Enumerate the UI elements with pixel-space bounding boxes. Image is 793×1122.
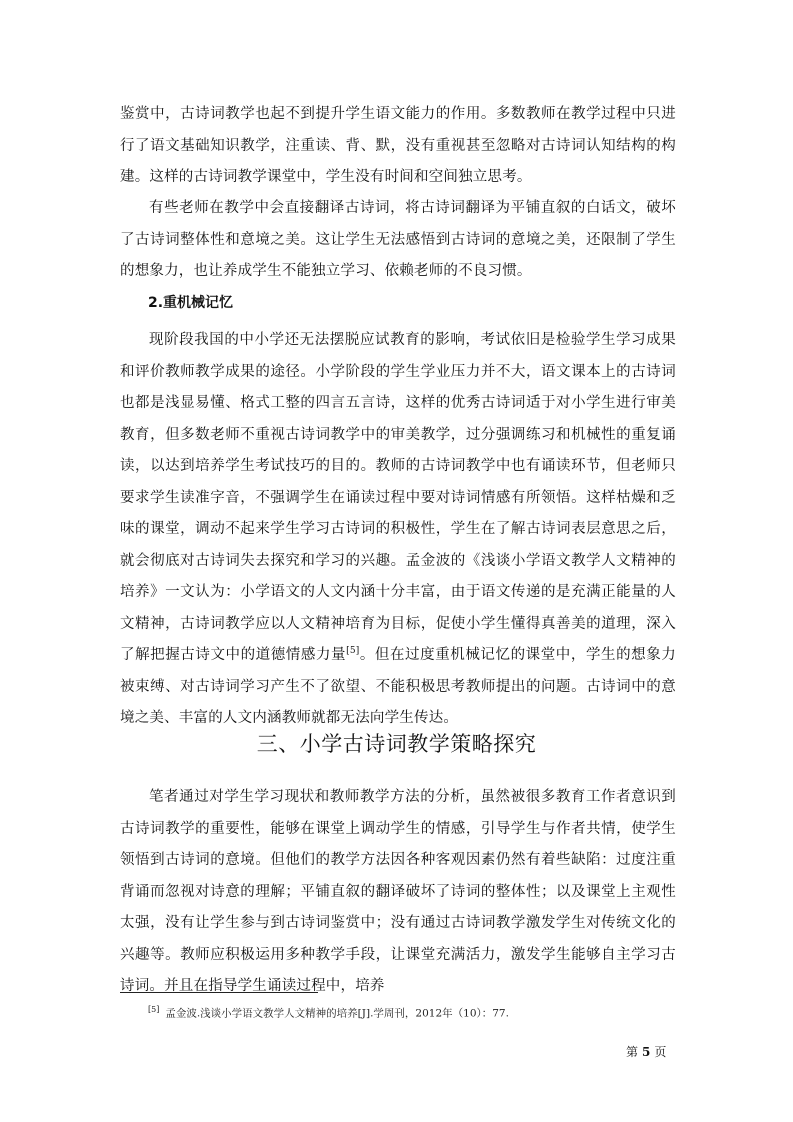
footnote-mark: [5] [148,1005,160,1014]
subheading: 2.重机械记忆 [148,295,234,311]
paragraph-1: 鉴赏中，古诗词教学也起不到提升学生语文能力的作用。多数教师在教学过程中只进行了语文基础知识教学，注重读、背、默，没有重视甚至忽略对古诗词认知结构的构建。这样的古诗词教学课堂中，学生没有时间和空间独立思考。 [120,106,676,185]
paragraph-3 [120,325,676,735]
paragraph-2: 有些老师在教学中会直接翻译古诗词，将古诗词翻译为平铺直叙的白话文，破坏了古诗词整体性和意境之美。这让学生无法感悟到古诗词的意境之美，还限制了学生的想象力，也让养成学生不能独立学习、依赖老师的不良习惯。 [120,200,676,279]
page-number-prefix: 第 [626,1045,639,1059]
paragraph-3-text-cont: 。但在过度重机械记忆的课堂中，学生的想象力被束缚、对古诗词学习产生不了欲望、不能积极思考教师提出的问题。古诗词中的意境之美、丰富的人文内涵教师就都无法向学生传达。 [120,647,677,726]
footnote-text: 孟金波.浅谈小学语文教学人文精神的培养[J].学周刊，2012年（10）：77. [165,1007,509,1020]
page-number-value: 5 [642,1045,651,1059]
footnote-divider [120,992,318,993]
section-title: 三、小学古诗词教学策略探究 [256,732,537,756]
page-number [626,1043,666,1060]
paragraph-4: 笔者通过对学生学习现状和教师教学方法的分析，虽然被很多教育工作者意识到古诗词教学的重要性，能够在课堂上调动学生的情感，引导学生与作者共情，使学生领悟到古诗词的意境。但他们的教学方法因各种客观因素仍然有着些缺陷：过度注重背诵而忽视对诗意的理解；平铺直叙的翻译破坏了诗词的整体性；以及课堂上主观性太强，没有让学生参与到古诗词鉴赏中；没有通过古诗词教学激发学生对传统文化的兴趣等。教师应积极运用多种教学手段，让课堂充满活力，激发学生能够自主学习古诗词。并且在指导学生诵读过程中，培养 [120,789,676,994]
page-number-suffix: 页 [654,1045,667,1059]
citation-ref: [5] [346,646,360,657]
paragraph-3-text: 现阶段我国的中小学还无法摆脱应试教育的影响，考试依旧是检验学生学习成果和评价教师教学成果的途径。小学阶段的学生学业压力并不大，语文课本上的古诗词也都是浅显易懂、格式工整的四言五言诗，这样的优秀古诗词适于对小学生进行审美教育，但多数老师不重视古诗词教学中的审美教学，过分强调练习和机械性的重复诵读，以达到培养学生考试技巧的目的。教师的古诗词教学中也有诵读环节，但老师只要求学生读准字音，不强调学生在诵读过程中要对诗词情感有所领悟。这样枯燥和乏味的课堂，调动不起来学生学习古诗词的积极性，学生在了解古诗词表层意思之后，就会彻底对古诗词失去探究和学习的兴趣。孟金波的《浅谈小学语文教学人文精神的培养》一文认为：小学语文的人文内涵十分丰富，由于语文传递的是充满正能量的人文精神，古诗词教学应以人文精神培育为目标，促使小学生懂得真善美的道理，深入了解把握古诗文中的道德情感力量 [120,332,676,663]
footnote [148,1005,509,1021]
